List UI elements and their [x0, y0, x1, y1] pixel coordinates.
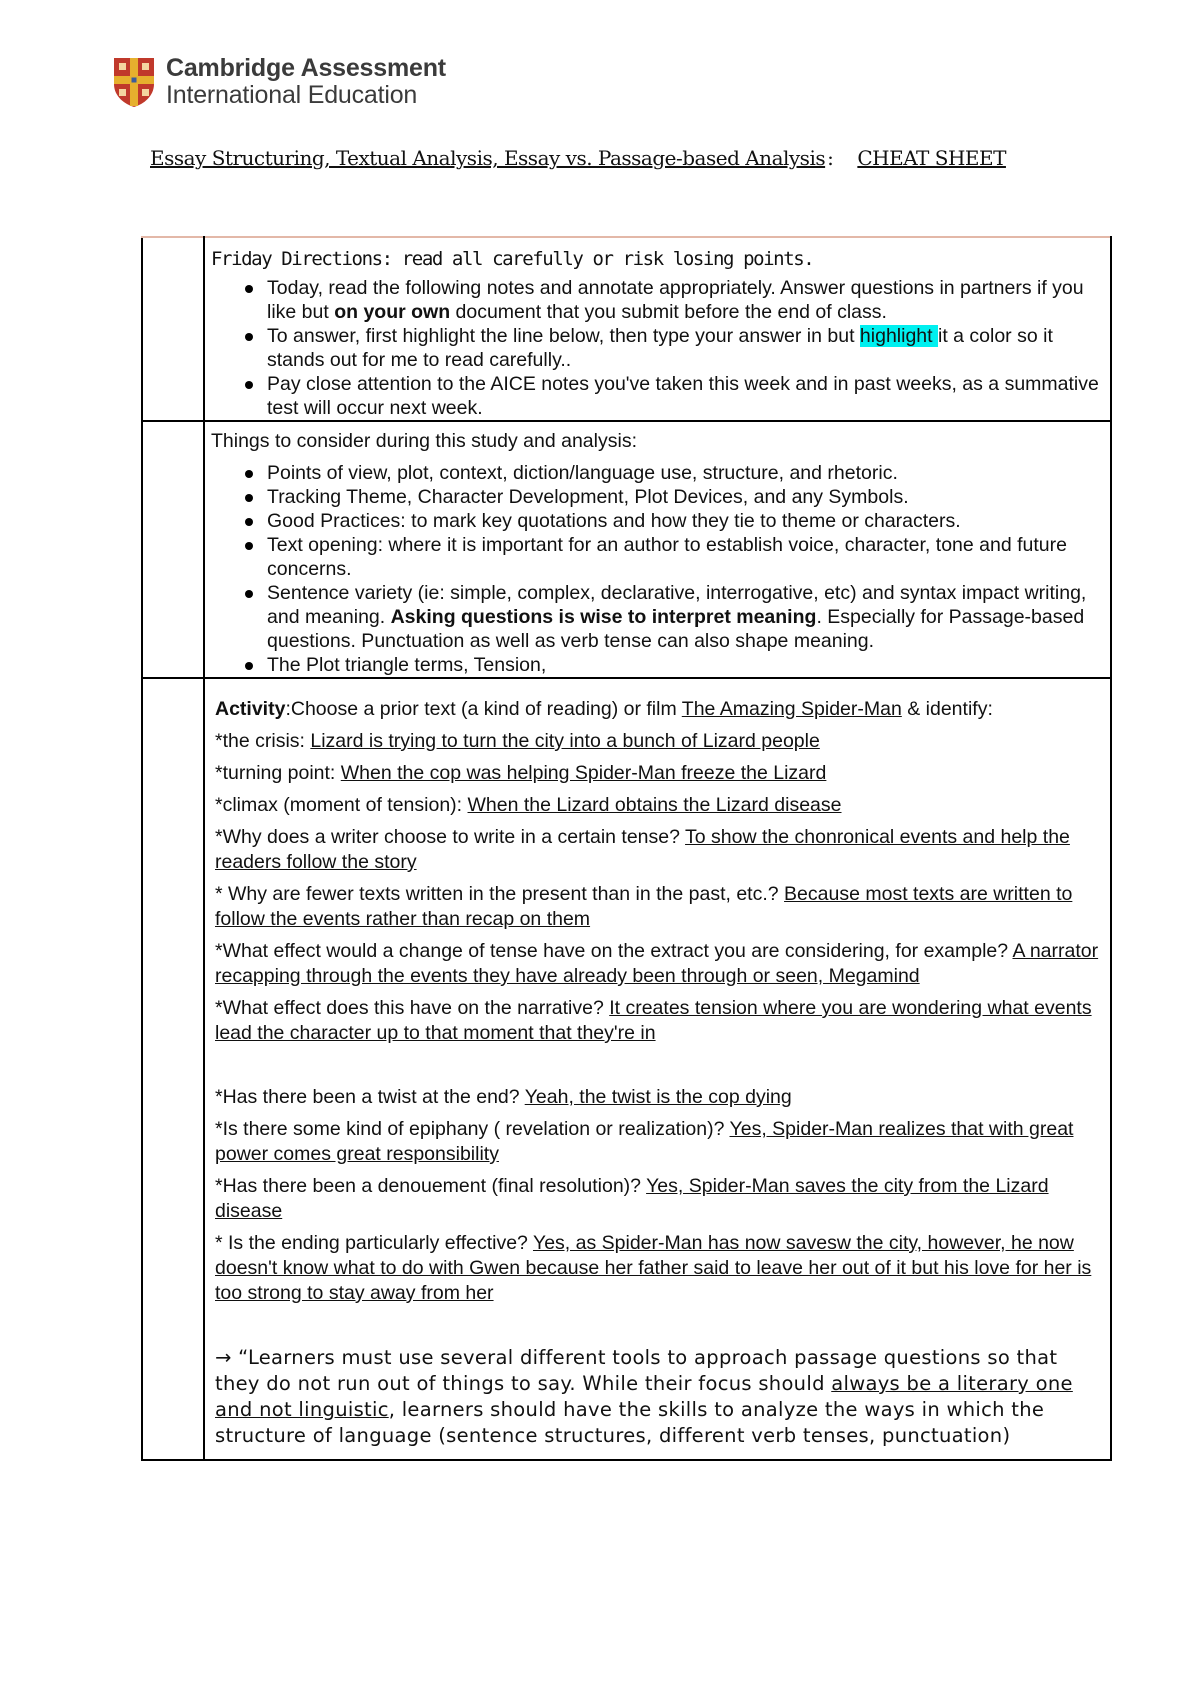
- qa-item: [215, 996, 1100, 1046]
- item-text: Pay close attention to the AICE notes you've taken this week and in past weeks, as a summative test will occur next week.: [267, 373, 1099, 419]
- highlighted-word: highlight: [859, 325, 938, 347]
- question-text: * Is the ending particularly effective?: [215, 1232, 533, 1254]
- question-text: *What effect would a change of tense have on the extract you are considering, for example?: [215, 940, 1013, 962]
- question-text: *Has there been a twist at the end?: [215, 1086, 525, 1108]
- question-text: *Is there some kind of epiphany ( revelation or realization)?: [215, 1118, 730, 1140]
- quote-text: , learners should have the skills to analyze the ways in which the structure of language (sentence structures, different verb tenses, punctuation): [215, 1398, 1045, 1447]
- list-item: Good Practices: to mark key quotations and how they tie to theme or characters.: [245, 509, 1110, 533]
- title-sub: CHEAT SHEET: [857, 146, 1006, 170]
- answer-text[interactable]: Yes, as Spider-Man has now savesw the city, however, he now doesn't know what to do with Gwen because her father said to leave her out of it but his love for her is too strong to stay away from her: [215, 1232, 1092, 1304]
- list-item: [245, 581, 1110, 653]
- qa-item: [215, 939, 1100, 989]
- answer-text[interactable]: Lizard is trying to turn the city into a bunch of Lizard people: [310, 730, 820, 752]
- question-text: *What effect does this have on the narrative?: [215, 997, 610, 1019]
- spacer: [215, 1313, 1100, 1345]
- answer-text[interactable]: When the Lizard obtains the Lizard disease: [467, 794, 842, 816]
- question-text: *climax (moment of tension):: [215, 794, 468, 816]
- consider-list: [205, 461, 1110, 677]
- qa-item: [215, 1231, 1100, 1306]
- question-text: * Why are fewer texts written in the present than in the past, etc.?: [215, 883, 785, 905]
- qa-list: [215, 729, 1100, 1046]
- item-bold: Asking questions is wise to interpret meaning: [390, 606, 817, 628]
- activity-text: & identify:: [901, 698, 993, 720]
- qa-list: [215, 1085, 1100, 1306]
- question-text: *turning point:: [215, 762, 341, 784]
- learners-quote: [215, 1345, 1100, 1449]
- film-title: The Amazing Spider-Man: [681, 698, 902, 720]
- answer-text[interactable]: Because most texts are written to follow the events rather than recap on them: [215, 883, 1073, 930]
- activity-intro: [215, 697, 1100, 722]
- cambridge-logo: [112, 54, 446, 110]
- quote-underlined: always be a literary one and not linguistic: [215, 1372, 1073, 1421]
- directions-cell: [204, 237, 1111, 421]
- directions-list: [205, 276, 1110, 420]
- spacer: [215, 1053, 1100, 1085]
- list-item: [245, 372, 1110, 420]
- left-cell: [142, 237, 204, 421]
- list-item: Points of view, plot, context, diction/language use, structure, and rhetoric.: [245, 461, 1110, 485]
- quote-text: → “Learners must use several different tools to approach passage questions so that they do not run out of things to say. While their focus should: [215, 1346, 1058, 1395]
- logo-line-1: Cambridge Assessment: [166, 54, 446, 82]
- left-cell: [142, 421, 204, 678]
- question-text: *Why does a writer choose to write in a certain tense?: [215, 826, 686, 848]
- qa-item: [215, 761, 1100, 786]
- cheat-sheet-table: [141, 236, 1112, 1461]
- answer-text[interactable]: It creates tension where you are wondering what events lead the character up to that moment that they're in: [215, 997, 1092, 1044]
- item-bold: on your own: [334, 301, 451, 323]
- list-item: [245, 324, 1110, 372]
- logo-line-2: International Education: [166, 81, 418, 109]
- left-cell: [142, 678, 204, 1460]
- qa-item: [215, 1085, 1100, 1110]
- item-text: . Especially for Passage-based questions. Punctuation as well as verb tense can also shape meaning.: [267, 606, 1085, 652]
- page-title: [150, 146, 1100, 170]
- item-text: To answer, first highlight the line below, then type your answer in but: [267, 325, 860, 347]
- qa-item: [215, 825, 1100, 875]
- answer-text[interactable]: A narrator recapping through the events they have already been through or seen, Megamind: [215, 940, 1099, 987]
- item-text: Sentence variety (ie: simple, complex, declarative, interrogative, etc) and syntax impact writing, and meaning.: [267, 582, 1087, 628]
- qa-item: [215, 1117, 1100, 1167]
- qa-item: [215, 882, 1100, 932]
- activity-label: Activity: [215, 698, 286, 720]
- question-text: *Has there been a denouement (final resolution)?: [215, 1175, 647, 1197]
- qa-item: [215, 729, 1100, 754]
- list-item: The Plot triangle terms, Tension,: [245, 653, 1110, 677]
- answer-text[interactable]: When the cop was helping Spider-Man freeze the Lizard: [340, 762, 827, 784]
- item-text: it a color so it stands out for me to read carefully..: [267, 325, 1053, 371]
- consider-heading: Things to consider during this study and analysis:: [211, 430, 637, 452]
- directions-heading: Friday Directions: read all carefully or risk losing points.: [211, 248, 814, 270]
- list-item: Text opening: where it is important for an author to establish voice, character, tone and future concerns.: [245, 533, 1110, 581]
- consider-row: [142, 421, 1111, 678]
- shield-icon: [112, 56, 156, 108]
- list-item: Tracking Theme, Character Development, Plot Devices, and any Symbols.: [245, 485, 1110, 509]
- answer-text[interactable]: Yeah, the twist is the cop dying: [524, 1086, 792, 1108]
- answer-text[interactable]: Yes, Spider-Man saves the city from the Lizard disease: [215, 1175, 1049, 1222]
- title-main: Essay Structuring, Textual Analysis, Essay vs. Passage-based Analysis: [150, 146, 826, 170]
- title-separator: :: [827, 146, 834, 170]
- item-text: document that you submit before the end of class.: [450, 301, 887, 323]
- answer-text[interactable]: To show the chonronical events and help the readers follow the story: [215, 826, 1070, 873]
- directions-row: [142, 237, 1111, 421]
- qa-item: [215, 793, 1100, 818]
- qa-item: [215, 1174, 1100, 1224]
- activity-text: :Choose a prior text (a kind of reading) or film: [285, 698, 682, 720]
- activity-row: [142, 678, 1111, 1460]
- question-text: *the crisis:: [215, 730, 311, 752]
- activity-cell: [204, 678, 1111, 1460]
- answer-text[interactable]: Yes, Spider-Man realizes that with great power comes great responsibility: [215, 1118, 1074, 1165]
- list-item: [245, 276, 1110, 324]
- item-text: Today, read the following notes and annotate appropriately. Answer questions in partners if you like but: [267, 277, 1084, 323]
- consider-cell: [204, 421, 1111, 678]
